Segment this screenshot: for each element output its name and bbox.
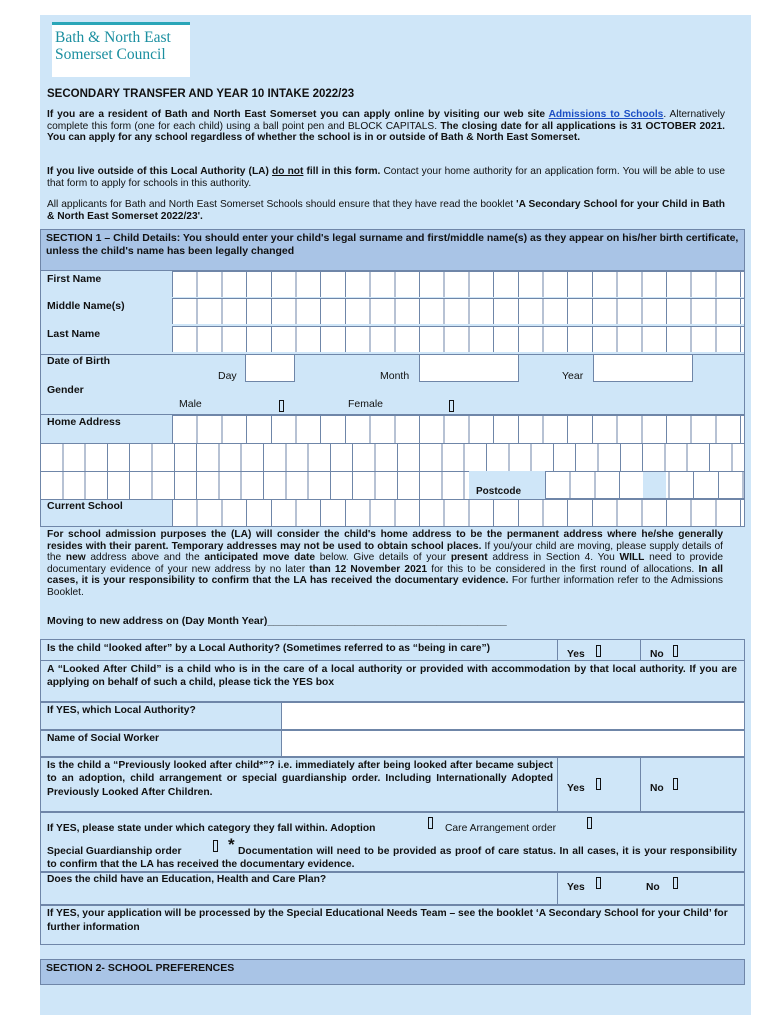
section-1-left-border	[40, 271, 41, 527]
dob-year-label: Year	[562, 370, 584, 382]
dob-day-field[interactable]	[245, 354, 295, 382]
divider	[640, 757, 641, 812]
divider	[640, 639, 641, 661]
note-k: than 12 November 2021	[309, 563, 428, 575]
which-la-field[interactable]	[281, 702, 745, 730]
form-title: SECONDARY TRANSFER AND YEAR 10 INTAKE 2022/23	[47, 88, 355, 100]
ehcp-no-label: No	[646, 882, 660, 893]
section-1-header: SECTION 1 – Child Details: You should enter your child's legal surname and first/middle name(s) as they appear on his/her birth certificate, unless the child's name has been legally changed	[40, 229, 745, 271]
note-l: for this to be considered in the first round of allocations.	[427, 563, 699, 575]
gender-label: Gender	[47, 384, 84, 396]
note-f: below. Give details of your	[315, 552, 451, 564]
dob-year-field[interactable]	[593, 354, 693, 382]
care-arrangement-checkbox[interactable]	[587, 817, 592, 829]
care-arrangement-label: Care Arrangement order	[445, 823, 557, 834]
which-la-label: If YES, which Local Authority?	[47, 705, 196, 716]
home-address-line-3[interactable]	[40, 471, 469, 499]
dob-month-field[interactable]	[419, 354, 519, 382]
postcode-gap	[643, 472, 666, 498]
home-address-label: Home Address	[47, 416, 121, 428]
divider	[557, 639, 558, 661]
previously-yes-checkbox[interactable]	[596, 778, 601, 790]
intro-paragraph-3	[47, 199, 725, 222]
ehcp-no-checkbox[interactable]	[673, 877, 678, 889]
logo-line-2: Somerset Council	[55, 46, 166, 63]
last-name-field[interactable]	[172, 326, 745, 352]
previously-looked-after-question: Is the child a “Previously looked after child*”? i.e. immediately after being looked after became subject to an adoption, child arrangement or special guardianship order. Including Internationally Adopted Previously Looked After Children.	[47, 760, 553, 798]
note-c: new	[65, 552, 86, 564]
last-name-label: Last Name	[47, 328, 101, 340]
booklet-title: 'A Secondary School for your Child in Bath & North East Somerset 2022/23'.	[47, 199, 726, 222]
looked-after-question: Is the child “looked after” by a Local Authority? (Sometimes referred to as “being in care”)	[47, 643, 491, 654]
divider	[557, 872, 558, 905]
middle-names-field[interactable]	[172, 298, 745, 324]
adoption-checkbox[interactable]	[428, 817, 433, 829]
looked-after-no-checkbox[interactable]	[673, 645, 678, 657]
looked-after-definition: A “Looked After Child” is a child who is in the care of a local authority or provided with accommodation by that local authority. If you are applying on behalf of such a child, please tick the YES box	[47, 664, 737, 688]
note-n: For further information refer to the Admissions Booklet.	[47, 575, 723, 598]
home-address-line-2[interactable]	[40, 443, 745, 471]
intro-p1-lead: If you are a resident of Bath and North East Somerset you can apply online by visiting our web site	[47, 109, 549, 120]
note-a: For school admission purposes the (LA) will consider the child's home address to be the permanent address where he/she generally resides with their parent. Temporary addresses may not be used to obtain school places.	[47, 529, 723, 552]
gender-male-label: Male	[179, 398, 202, 410]
male-checkbox[interactable]	[279, 400, 284, 412]
documentation-note: Documentation will need to be provided as proof of care status. In all cases, it is your responsibility to confirm that the LA has received the documentary evidence.	[47, 846, 737, 870]
intro-paragraph-1	[47, 109, 725, 144]
looked-after-yes-label: Yes	[567, 649, 585, 660]
intro-p2-do-not: do not	[272, 166, 304, 177]
divider	[557, 757, 558, 812]
social-worker-label: Name of Social Worker	[47, 733, 159, 744]
looked-after-no-label: No	[650, 649, 664, 660]
first-name-field[interactable]	[172, 271, 745, 297]
logo-line-1: Bath & North East	[55, 29, 171, 46]
category-question: If YES, please state under which category they fall within. Adoption	[47, 823, 376, 834]
ehcp-question: Does the child have an Education, Health and Care Plan?	[47, 874, 327, 885]
current-school-field[interactable]	[172, 499, 745, 526]
moving-date-line[interactable]: Moving to new address on (Day Month Year)_________________________________________	[47, 615, 507, 627]
looked-after-yes-checkbox[interactable]	[596, 645, 601, 657]
postcode-label: Postcode	[476, 486, 522, 497]
asterisk-mark: *	[228, 835, 235, 854]
dob-day-label: Day	[218, 370, 237, 382]
admission-note	[47, 529, 723, 599]
ehcp-yes-checkbox[interactable]	[596, 877, 601, 889]
admissions-link[interactable]: Admissions to Schools	[548, 109, 664, 120]
dob-month-label: Month	[380, 370, 410, 382]
intro-p1-body: . Alternatively complete this form (one for each child) using a ball point pen and BLOCK CAPITALS.	[47, 109, 725, 132]
previously-no-label: No	[650, 783, 664, 794]
intro-paragraph-2	[47, 166, 725, 189]
divider	[40, 526, 745, 527]
note-e: anticipated move date	[204, 552, 316, 564]
section-2-header: SECTION 2- SCHOOL PREFERENCES	[40, 959, 745, 985]
closing-date-text: The closing date for all applications is 31 OCTOBER 2021. You can apply for any school regardless of whether the school is in or outside of Bath & North East Somerset.	[47, 120, 725, 144]
note-i: WILL	[619, 552, 645, 564]
first-name-label: First Name	[47, 273, 102, 285]
council-logo	[52, 22, 190, 77]
note-m: In all cases, it is your responsibility to confirm that the LA has received the documentary evidence.	[47, 563, 723, 587]
previously-yes-label: Yes	[567, 783, 585, 794]
note-j: need to provide documentary evidence of your new address by no later	[47, 552, 724, 575]
section-1-right-border	[744, 271, 745, 527]
intro-p2-body: Contact your home authority for an application form. You will be able to use that form to apply for schools in this authority.	[47, 166, 725, 189]
note-d: address above and the	[85, 552, 205, 564]
ehcp-note: If YES, your application will be processed by the Special Educational Needs Team – see the booklet ‘A Secondary School for your Child’ for further information	[47, 908, 728, 933]
intro-p2-fill: fill in this form.	[303, 166, 381, 177]
female-checkbox[interactable]	[449, 400, 454, 412]
sgo-label: Special Guardianship order	[47, 846, 182, 857]
intro-p3-body: All applicants for Bath and North East Somerset Schools should ensure that they have read the booklet	[47, 199, 517, 210]
note-h: address in Section 4. You	[487, 552, 620, 564]
ehcp-yes-label: Yes	[567, 882, 585, 893]
note-g: present	[450, 552, 488, 564]
previously-no-checkbox[interactable]	[673, 778, 678, 790]
current-school-label: Current School	[47, 500, 123, 512]
gender-female-label: Female	[348, 398, 384, 410]
intro-p2-lead: If you live outside of this Local Authority (LA)	[47, 166, 273, 177]
note-b: If you/your child are moving, please supply details of the	[47, 540, 724, 564]
home-address-line-1[interactable]	[172, 415, 745, 443]
middle-names-label: Middle Name(s)	[47, 300, 125, 312]
dob-label: Date of Birth	[47, 355, 110, 367]
social-worker-field[interactable]	[281, 730, 745, 757]
